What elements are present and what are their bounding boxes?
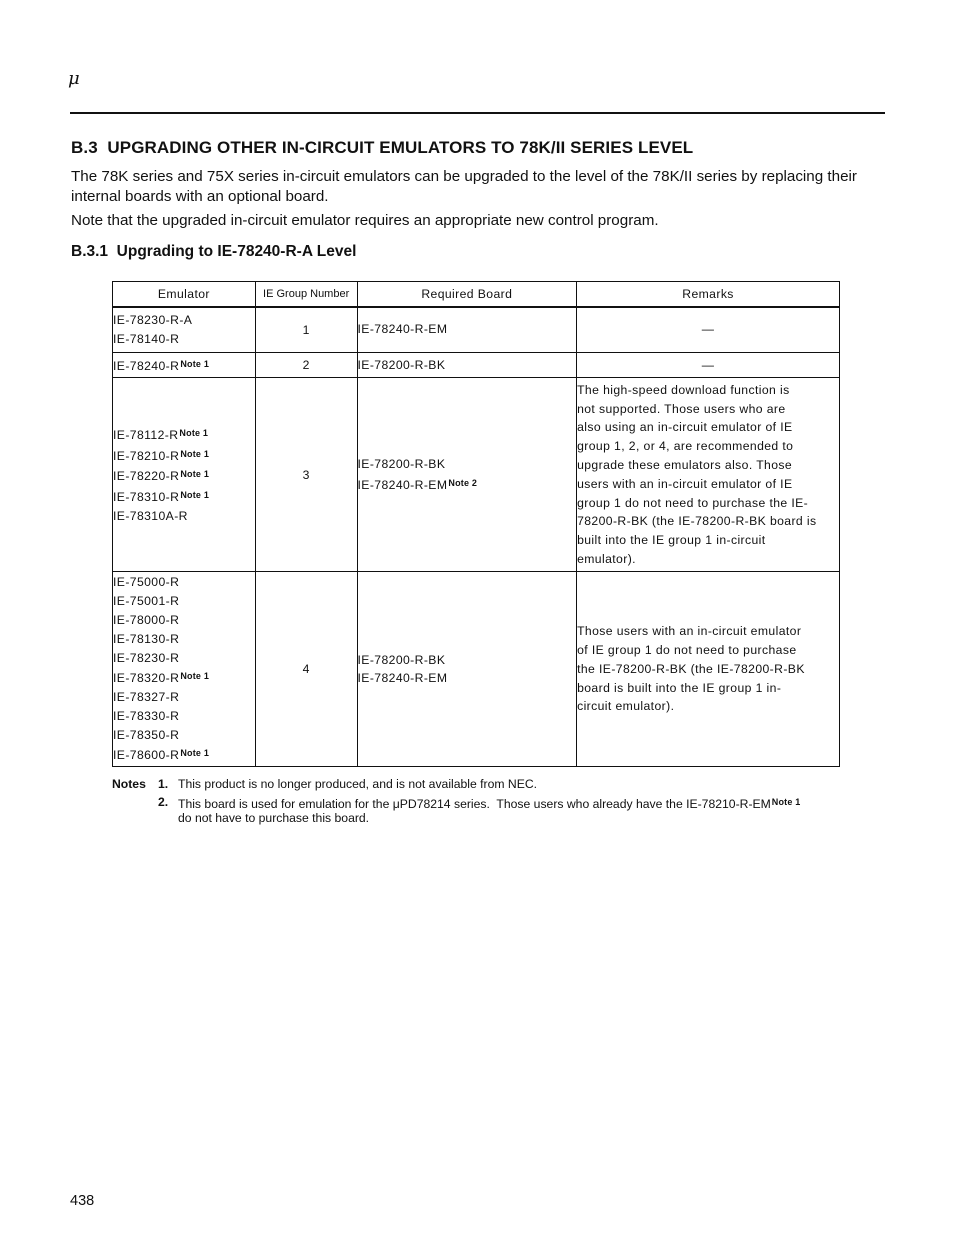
emulator-name: IE-78140-R [113, 331, 180, 346]
remarks-line: not supported. Those users who are [577, 401, 786, 416]
required-board-cell [357, 378, 577, 572]
note-number: 1. [158, 777, 169, 791]
table-row [113, 378, 840, 572]
remarks-line: built into the IE group 1 in-circuit [577, 533, 766, 548]
remarks-cell: — [577, 307, 840, 352]
notes-label: Notes [112, 777, 146, 791]
note-reference: Note 1 [180, 490, 210, 501]
remarks-cell [577, 378, 840, 572]
header-rule [70, 112, 885, 114]
emulator-name: IE-78310A-R [113, 508, 188, 523]
required-board-cell [357, 307, 577, 352]
remarks-line: emulator). [577, 551, 636, 566]
emulator-name: IE-78350-R [113, 727, 180, 742]
note-reference: Note 1 [180, 448, 210, 459]
note-text: This product is no longer produced, and is not available from NEC. [178, 777, 538, 791]
header-remarks: Remarks [577, 282, 840, 308]
emulator-cell [113, 378, 256, 572]
intro-paragraph: The 78K series and 75X series in-circuit emulators can be upgraded to the level of the 78K/II series by replacing their internal boards with an optional board. [71, 168, 857, 205]
remarks-line: group 1 do not need to purchase the IE- [577, 495, 809, 510]
header-ie-group-number: IE Group Number [255, 282, 357, 308]
emulator-cell [113, 307, 256, 352]
group-number-cell: 4 [255, 572, 357, 767]
remarks-line: of IE group 1 do not need to purchase [577, 643, 797, 658]
note-reference: Note 1 [180, 671, 210, 682]
remarks-line: upgrade these emulators also. Those [577, 458, 793, 472]
header-emulator: Emulator [113, 282, 256, 308]
emulator-name: IE-78230-R-A [113, 312, 193, 327]
remarks-line: users with an in-circuit emulator of IE [577, 476, 793, 491]
group-number-cell: 2 [255, 352, 357, 378]
remarks-line: 78200-R-BK (the IE-78200-R-BK board is [577, 514, 817, 529]
emulator-cell [113, 572, 256, 767]
note-number: 2. [158, 795, 169, 809]
emulator-name: IE-78240-R$^{Note 1}$ [113, 358, 210, 373]
emulator-name: IE-78310-R$^{Note 1}$ [113, 490, 210, 505]
remarks-cell: — [577, 352, 840, 378]
note-reference: Note 1 [180, 358, 210, 369]
remarks-line: the IE-78200-R-BK (the IE-78200-R-BK [577, 661, 805, 676]
page-number: 438 [70, 1193, 95, 1209]
table-row [113, 352, 840, 378]
table-row [113, 307, 840, 352]
board-name: IE-78240-R-EM [357, 671, 448, 686]
note-text: do not have to purchase this board. [178, 811, 370, 825]
note-text: This board is used for emulation for the μPD78214 series. Those users who already have the IE-78210-R-EM$^{Note 1}$ [178, 797, 801, 811]
header-required-board: Required Board [357, 282, 577, 308]
emulator-name: IE-78330-R [113, 708, 180, 723]
remarks-line: The high-speed download function is [577, 382, 790, 397]
emulator-name: IE-78230-R [113, 650, 180, 665]
subsection-title: B.3.1 Upgrading to IE-78240-R-A Level [71, 243, 357, 260]
section-title: B.3 UPGRADING OTHER IN-CIRCUIT EMULATORS TO 78K/II SERIES LEVEL [71, 138, 694, 157]
group-number-cell: 1 [255, 307, 357, 352]
remarks-cell [577, 572, 840, 767]
remarks-line: Those users with an in-circuit emulator [577, 624, 802, 639]
emulator-upgrade-table [112, 281, 840, 767]
emulator-name: IE-78320-R$^{Note 1}$ [113, 671, 210, 686]
table-row [113, 572, 840, 767]
board-name: IE-78200-R-BK [357, 457, 446, 471]
emulator-cell [113, 352, 256, 378]
note-reference: Note 1 [180, 469, 210, 480]
remarks-line: board is built into the IE group 1 in- [577, 680, 782, 695]
emulator-name: IE-78000-R [113, 612, 180, 627]
remarks-line: also using an in-circuit emulator of IE [577, 420, 793, 435]
board-name: IE-78200-R-BK [357, 652, 446, 667]
table-header-row [113, 282, 840, 308]
emulator-name: IE-75000-R [113, 575, 180, 590]
board-name: IE-78240-R-EM$^{Note 2}$ [357, 477, 478, 492]
note-reference: Note 1 [771, 797, 801, 807]
emulator-name: IE-78130-R [113, 631, 180, 646]
emulator-name: IE-78220-R$^{Note 1}$ [113, 469, 210, 484]
note-reference: Note 1 [180, 748, 210, 759]
group-number-cell: 3 [255, 378, 357, 572]
emulator-name: IE-75001-R [113, 594, 180, 609]
note-reference: Note 2 [448, 477, 478, 488]
note-paragraph: Note that the upgraded in-circuit emulator requires an appropriate new control program. [71, 212, 659, 229]
emulator-name: IE-78327-R [113, 690, 180, 705]
note-reference: Note 1 [179, 427, 209, 438]
required-board-cell [357, 572, 577, 767]
remarks-line: group 1, 2, or 4, are recommended to [577, 439, 794, 454]
board-name: IE-78200-R-BK [357, 357, 446, 372]
required-board-cell [357, 352, 577, 378]
emulator-name: IE-78210-R$^{Note 1}$ [113, 448, 210, 463]
emulator-name: IE-78112-R$^{Note 1}$ [113, 427, 209, 442]
board-name: IE-78240-R-EM [357, 322, 448, 337]
remarks-line: circuit emulator). [577, 699, 675, 714]
emulator-name: IE-78600-R$^{Note 1}$ [113, 748, 210, 763]
header-mu-symbol: μ [68, 68, 80, 89]
